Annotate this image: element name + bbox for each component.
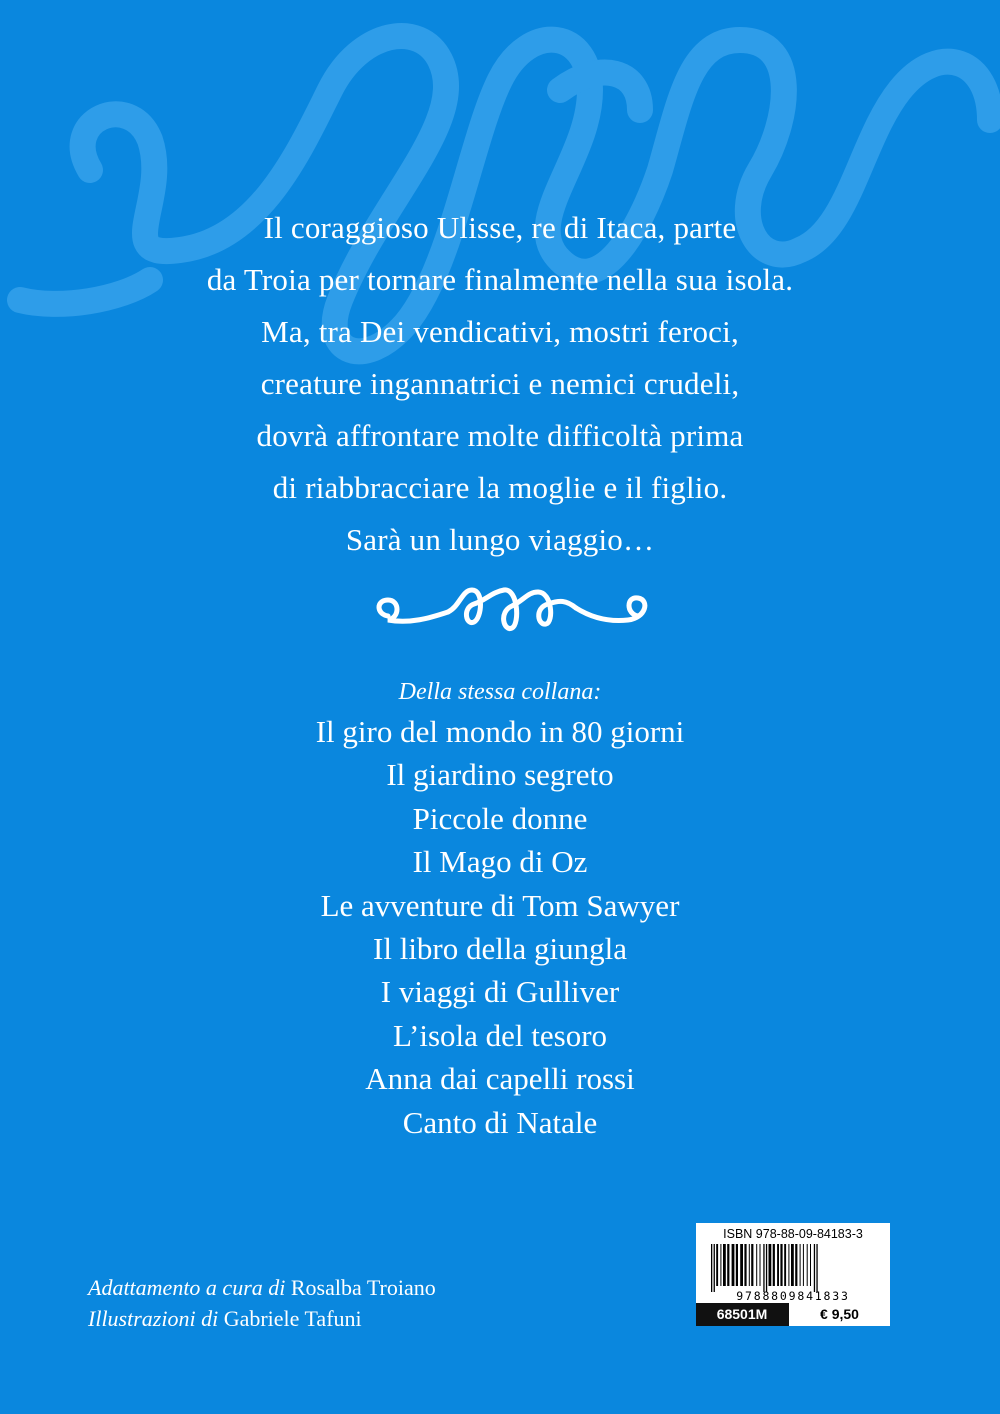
barcode-bar bbox=[727, 1244, 729, 1286]
series-title-item: Il giro del mondo in 80 giorni bbox=[315, 714, 685, 749]
barcode-bar bbox=[751, 1244, 753, 1286]
adaptation-credit bbox=[88, 1272, 436, 1303]
blurb-line: dovrà affrontare molte difficoltà prima bbox=[256, 418, 744, 453]
price-label: € 9,50 bbox=[788, 1303, 890, 1326]
barcode-bar bbox=[795, 1244, 797, 1286]
blurb-line: da Troia per tornare finalmente nella sua isola. bbox=[206, 262, 794, 297]
series-title-item: Il Mago di Oz bbox=[412, 844, 588, 880]
barcode-bar bbox=[784, 1244, 786, 1286]
barcode-bar bbox=[740, 1244, 743, 1286]
adaptation-label: Adattamento a cura di bbox=[88, 1275, 286, 1300]
barcode bbox=[705, 1244, 881, 1302]
barcode-bar bbox=[766, 1244, 767, 1292]
barcode-bar bbox=[777, 1244, 779, 1286]
adaptation-name: Rosalba Troiano bbox=[290, 1275, 436, 1300]
barcode-digits: 9788809841833 bbox=[736, 1289, 850, 1302]
barcode-bar bbox=[756, 1244, 757, 1286]
barcode-bar bbox=[760, 1244, 761, 1286]
series-title-item: Le avventure di Tom Sawyer bbox=[320, 887, 680, 923]
barcode-bar bbox=[714, 1244, 715, 1292]
series-heading: Della stessa collana: bbox=[398, 679, 602, 705]
barcode-bar bbox=[749, 1244, 750, 1286]
illustrations-label: Illustrazioni di bbox=[88, 1306, 219, 1331]
illustrations-credit bbox=[88, 1303, 436, 1334]
series-title-item: L’isola del tesoro bbox=[392, 1017, 608, 1053]
isbn-barcode-box bbox=[696, 1223, 890, 1326]
barcode-bar bbox=[803, 1244, 804, 1286]
series-title-item: I viaggi di Gulliver bbox=[380, 974, 620, 1010]
blurb-line: Ma, tra Dei vendicativi, mostri feroci, bbox=[261, 314, 739, 349]
flourish-ornament bbox=[370, 578, 660, 648]
barcode-bar bbox=[807, 1244, 808, 1286]
series-title-item: Anna dai capelli rossi bbox=[365, 1061, 635, 1097]
barcode-bar bbox=[788, 1244, 789, 1286]
barcode-bar bbox=[769, 1244, 772, 1286]
barcode-bar bbox=[800, 1244, 801, 1286]
blurb-line: Sarà un lungo viaggio… bbox=[345, 522, 655, 557]
series-title-item: Il libro della giungla bbox=[373, 931, 627, 967]
series-title-item: Piccole donne bbox=[412, 800, 588, 836]
barcode-bar bbox=[736, 1244, 738, 1286]
back-cover-blurb bbox=[0, 202, 1000, 566]
barcode-bar bbox=[720, 1244, 721, 1286]
credits bbox=[88, 1272, 436, 1334]
barcode-bar bbox=[816, 1244, 817, 1292]
barcode-bar bbox=[814, 1244, 815, 1292]
barcode-bar bbox=[791, 1244, 794, 1286]
product-code: 68501M bbox=[696, 1303, 788, 1326]
series-title-item: Il giardino segreto bbox=[386, 757, 614, 793]
barcode-bar bbox=[723, 1244, 726, 1286]
blurb-line: Il coraggioso Ulisse, re di Itaca, parte bbox=[263, 210, 737, 245]
blurb-line: creature ingannatrici e nemici crudeli, bbox=[260, 366, 740, 401]
series-title-list bbox=[0, 710, 1000, 1144]
barcode-bar bbox=[810, 1244, 811, 1286]
series-section bbox=[0, 676, 1000, 1144]
barcode-bar bbox=[711, 1244, 712, 1292]
barcode-bar bbox=[744, 1244, 746, 1286]
blurb-line: di riabbracciare la moglie e il figlio. bbox=[272, 470, 728, 505]
price-row bbox=[696, 1303, 890, 1326]
barcode-bar bbox=[716, 1244, 718, 1286]
barcode-bar bbox=[763, 1244, 764, 1292]
barcode-bar bbox=[732, 1244, 735, 1286]
barcode-bar bbox=[773, 1244, 775, 1286]
series-title-item: Canto di Natale bbox=[402, 1104, 598, 1140]
isbn-number: ISBN 978-88-09-84183-3 bbox=[723, 1227, 863, 1241]
barcode-bar bbox=[780, 1244, 782, 1286]
illustrations-name: Gabriele Tafuni bbox=[223, 1306, 362, 1331]
